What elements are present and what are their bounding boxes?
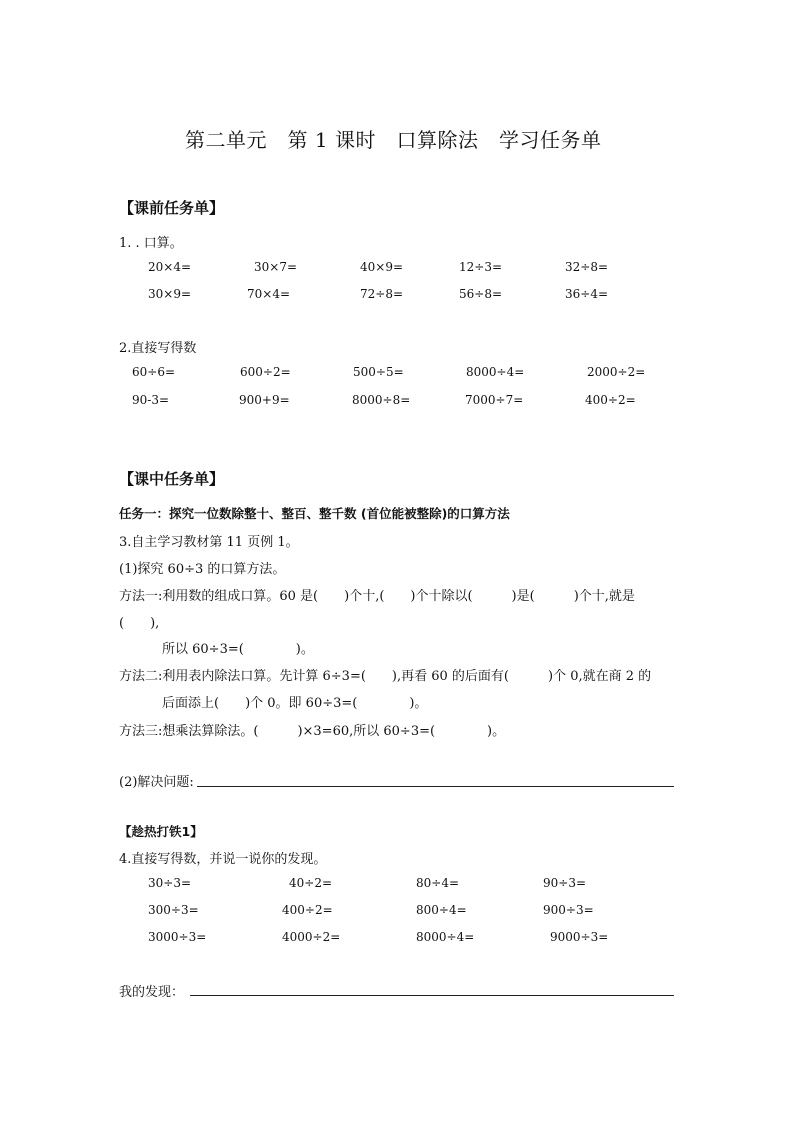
- q4-item: 80÷4=: [416, 876, 460, 890]
- practice-heading: 【趁热打铁1】: [119, 824, 203, 839]
- q4-item: 8000÷4=: [416, 930, 475, 944]
- task-one: 任务一：探究一位数除整十、整百、整千数 (首位能被整除)的口算方法: [119, 506, 510, 521]
- solve-label: (2)解决问题:: [119, 775, 194, 790]
- solve-answer-line[interactable]: [197, 786, 674, 787]
- q4-item: 30÷3=: [148, 876, 192, 890]
- q4-item: 300÷3=: [148, 903, 199, 917]
- method-two-line2: 后面添上( )个 0。即 60÷3=( )。: [162, 696, 428, 711]
- q4-item: 800÷4=: [416, 903, 467, 917]
- method-one-line1: 方法一:利用数的组成口算。60 是( )个十,( )个十除以( )是( )个十,就是: [119, 589, 635, 604]
- q1-item: 72÷8=: [360, 287, 404, 301]
- q4-item: 4000÷2=: [282, 930, 341, 944]
- q2-item: 7000÷7=: [465, 393, 524, 407]
- q3-label: 3.自主学习教材第 11 页例 1。: [119, 535, 299, 550]
- q1-item: 36÷4=: [565, 287, 609, 301]
- in-class-heading: 【课中任务单】: [119, 470, 225, 488]
- q1-item: 40×9=: [360, 260, 404, 274]
- q1-label: 1. . 口算。: [119, 236, 183, 251]
- q2-item: 8000÷4=: [466, 365, 525, 379]
- q4-item: 400÷2=: [282, 903, 333, 917]
- q1-item: 56÷8=: [459, 287, 503, 301]
- q1-item: 30×7=: [254, 260, 298, 274]
- q1-item: 20×4=: [148, 260, 192, 274]
- discovery-answer-line[interactable]: [190, 995, 674, 996]
- q2-item: 2000÷2=: [587, 365, 646, 379]
- q2-label: 2.直接写得数: [119, 341, 197, 356]
- method-one-line2: ( ),: [119, 616, 160, 631]
- q1-item: 70×4=: [247, 287, 291, 301]
- method-one-line3: 所以 60÷3=( )。: [162, 642, 314, 657]
- q4-item: 40÷2=: [289, 876, 333, 890]
- q2-item: 60÷6=: [132, 365, 176, 379]
- q2-item: 400÷2=: [585, 393, 636, 407]
- pre-class-heading: 【课前任务单】: [119, 199, 225, 217]
- method-three: 方法三:想乘法算除法。( )×3=60,所以 60÷3=( )。: [119, 724, 506, 739]
- q1-item: 32÷8=: [565, 260, 609, 274]
- method-two-line1: 方法二:利用表内除法口算。先计算 6÷3=( ),再看 60 的后面有( )个 0,就在商 2 的: [119, 669, 652, 684]
- q4-label: 4.直接写得数，并说一说你的发现。: [119, 852, 327, 867]
- q2-item: 8000÷8=: [352, 393, 411, 407]
- q1-item: 12÷3=: [459, 260, 503, 274]
- q4-item: 90÷3=: [543, 876, 587, 890]
- q2-item: 90-3=: [132, 393, 170, 407]
- q4-item: 3000÷3=: [148, 930, 207, 944]
- page-title: 第二单元 第 1 课时 口算除法 学习任务单: [185, 128, 602, 152]
- q4-item: 9000÷3=: [550, 930, 609, 944]
- q1-item: 30×9=: [148, 287, 192, 301]
- q2-item: 600÷2=: [240, 365, 291, 379]
- explore-label: (1)探究 60÷3 的口算方法。: [119, 562, 286, 577]
- discovery-label: 我的发现：: [119, 985, 185, 1000]
- q4-item: 900÷3=: [543, 903, 594, 917]
- q2-item: 900+9=: [239, 393, 290, 407]
- q2-item: 500÷5=: [353, 365, 404, 379]
